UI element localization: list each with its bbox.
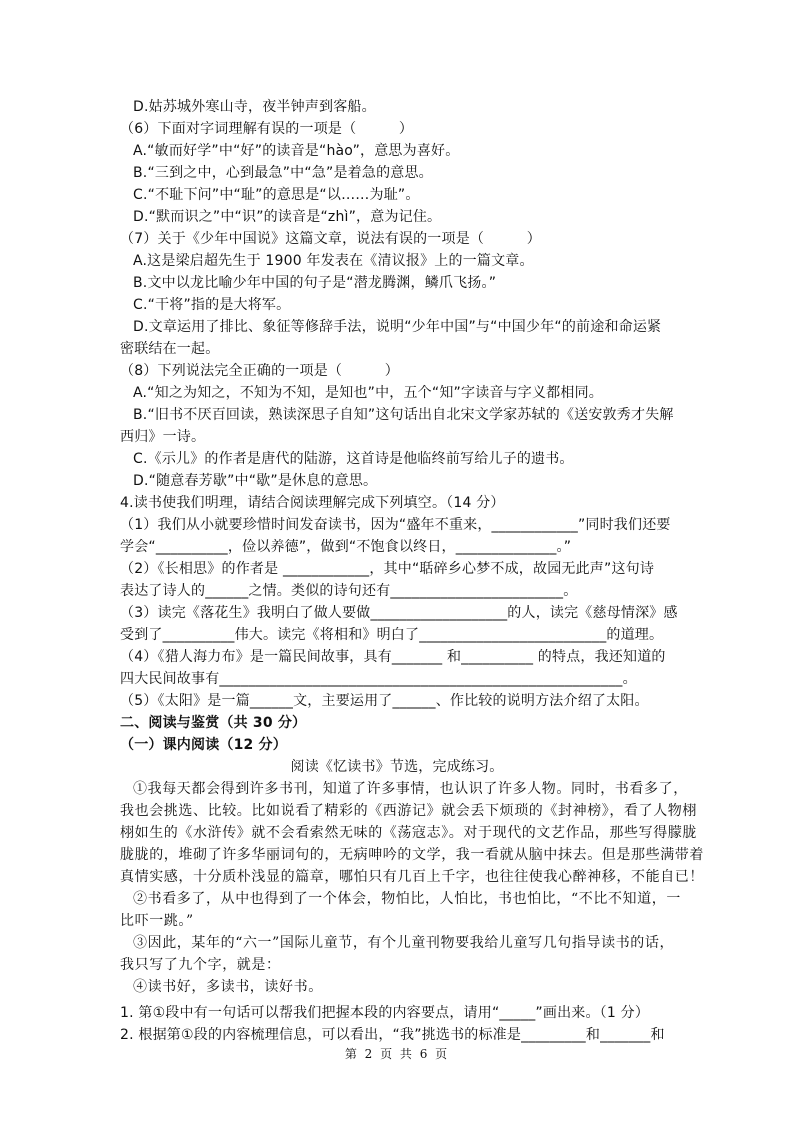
text-line: （7）关于《少年中国说》这篇文章，说法有误的一项是（ ）	[120, 231, 541, 247]
text-line: B.“三到之中，心到最急”中“急”是着急的意思。	[133, 165, 433, 181]
text-line: 胧胧的，堆砌了许多华丽词句的，无病呻吟的文学，我一看就从脑中抹去。但是那些满带着	[120, 847, 704, 863]
text-line: 密联结在一起。	[120, 341, 220, 357]
text-line: ③因此，某年的“六一”国际儿童节，有个儿童刊物要我给儿童写几句指导读书的话，	[133, 935, 675, 951]
text-line: 1. 第①段中有一句话可以帮我们把握本段的内容要点，请用“_____”画出来。（1 分）	[120, 1005, 650, 1021]
text-line: 学会“__________，俭以养德”，做到“不饱食以终日，______________。”	[120, 539, 572, 555]
text-line: （4）《猎人海力布》是一篇民间故事，具有_______ 和__________ 的特点，我还知道的	[120, 649, 666, 665]
text-line: ①我每天都会得到许多书刊，知道了许多事情，也认识了许多人物。同时，书看多了，	[133, 781, 688, 797]
text-line: C.“不耻下问”中“耻”的意思是“以……为耻”。	[133, 187, 420, 203]
text-line: ②书看多了，从中也得到了一个体会，物怕比，人怕比，书也怕比，“不比不知道，一	[133, 891, 681, 907]
page-footer: 第 2 页 共 6 页	[344, 1047, 450, 1061]
text-line: 阅读《忆读书》节选，完成练习。	[290, 759, 504, 775]
text-line: C.“干将”指的是大将军。	[133, 297, 291, 313]
text-line: 4.读书使我们明理，请结合阅读理解完成下列填空。（14 分）	[120, 495, 505, 511]
text-line: A.这是梁启超先生于 1900 年发表在《清议报》上的一篇文章。	[133, 253, 534, 269]
text-line: 比吓一跳。”	[120, 913, 194, 929]
text-line: （一）课内阅读（12 分）	[120, 737, 287, 753]
text-line: B.文中以龙比喻少年中国的句子是“潜龙腾渊，鳞爪飞扬。”	[133, 275, 497, 291]
text-line: 西归》一诗。	[120, 429, 206, 445]
text-line: （3）读完《落花生》我明白了做人要做___________________的人，读完《慈母情深》感	[120, 605, 678, 621]
text-line: ④读书好，多读书，读好书。	[133, 979, 323, 995]
text-line: A.“知之为知之，不知为不知，是知也”中，五个“知”字读音与字义都相同。	[133, 385, 603, 401]
text-line: （5）《太阳》是一篇______文，主要运用了______、作比较的说明方法介绍了太阳。	[120, 693, 649, 709]
text-line: 我只写了九个字，就是：	[120, 957, 281, 973]
text-line: 栩如生的《水浒传》就不会看索然无味的《荡寇志》。对于现代的文艺作品，那些写得朦胧	[120, 825, 697, 841]
text-line: B.“旧书不厌百回读，熟读深思子自知”这句话出自北宋文学家苏轼的《送安敦秀才失解	[133, 407, 674, 423]
text-line: A.“敏而好学”中“好”的读音是“hào”，意思为喜好。	[133, 143, 460, 159]
text-line: 二、阅读与鉴赏（共 30 分）	[120, 715, 307, 731]
text-line: 四大民间故事有________________________________________________________。	[120, 671, 637, 687]
text-line: （6）下面对字词理解有误的一项是（ ）	[120, 121, 414, 137]
text-line: 受到了__________伟大。读完《将相和》明白了__________________________的道理。	[120, 627, 664, 643]
text-line: （1）我们从小就要珍惜时间发奋读书，因为“盛年不重来，____________”同时我们还要	[120, 517, 671, 533]
text-line: C.《示儿》的作者是唐代的陆游，这首诗是他临终前写给儿子的遗书。	[133, 451, 574, 467]
text-line: （8）下列说法完全正确的一项是（ ）	[120, 363, 399, 379]
text-line: 真情实感，十分质朴浅显的篇章，哪怕只有几百上千字，也往往使我心醉神移，不能自已！	[120, 869, 704, 885]
text-line: D.姑苏城外寒山寺，夜半钟声到客船。	[133, 99, 376, 115]
text-line: 表达了诗人的______之情。类似的诗句还有________________________。	[120, 583, 578, 599]
text-line: （2）《长相思》的作者是 ____________，其中“聒碎乡心梦不成，故园无此声”这句诗	[120, 561, 655, 577]
text-line: D.“随意春芳歇”中“歇”是休息的意思。	[133, 473, 378, 489]
text-line: D.文章运用了排比、象征等修辞手法，说明“少年中国”与“中国少年“的前途和命运紧	[133, 319, 662, 335]
text-line: 我也会挑选、比较。比如说看了精彩的《西游记》就会丢下烦琐的《封神榜》，看了人物栩	[120, 803, 697, 819]
text-line: 2. 根据第①段的内容梳理信息，可以看出，“我”挑选书的标准是_________和_______和	[120, 1027, 665, 1043]
text-line: D.“默而识之”中“识”的读音是“zhì”，意为记住。	[133, 209, 442, 225]
